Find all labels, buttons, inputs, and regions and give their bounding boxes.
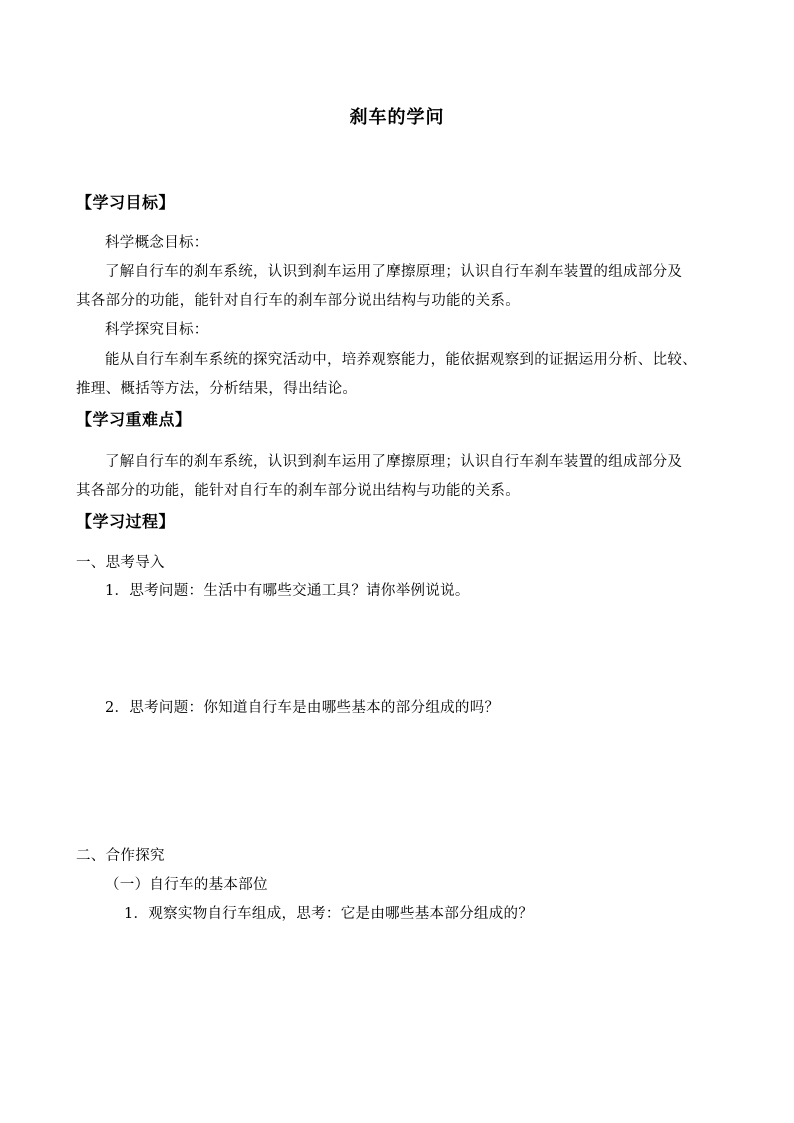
page-title: 刹车的学问 (349, 107, 445, 128)
part1-question-1: 1．思考问题：生活中有哪些交通工具？请你举例说说。 (105, 583, 470, 599)
part2-question-1: 1．观察实物自行车组成，思考：它是由哪些基本部分组成的？ (124, 906, 534, 922)
concept-goal-label: 科学概念目标： (105, 235, 209, 251)
inquiry-goal-text-line2: 推理、概括等方法，分析结果，得出结论。 (76, 381, 358, 397)
section-heading-process: 【学习过程】 (76, 512, 176, 531)
concept-goal-text-line2: 其各部分的功能，能针对自行车的刹车部分说出结构与功能的关系。 (76, 293, 520, 309)
concept-goal-text-line1: 了解自行车的刹车系统，认识到刹车运用了摩擦原理；认识自行车刹车装置的组成部分及 (105, 264, 683, 280)
part2-subsection-title: （一）自行车的基本部位 (105, 877, 268, 893)
section-heading-goals: 【学习目标】 (76, 193, 176, 212)
part2-title: 二、合作探究 (76, 848, 165, 864)
section-heading-key-points: 【学习重难点】 (76, 410, 192, 429)
inquiry-goal-label: 科学探究目标： (105, 322, 209, 338)
key-points-text-line1: 了解自行车的刹车系统，认识到刹车运用了摩擦原理；认识自行车刹车装置的组成部分及 (105, 454, 683, 470)
part1-title: 一、思考导入 (76, 555, 165, 571)
part1-question-2: 2．思考问题：你知道自行车是由哪些基本的部分组成的吗？ (105, 700, 500, 716)
key-points-text-line2: 其各部分的功能，能针对自行车的刹车部分说出结构与功能的关系。 (76, 483, 520, 499)
inquiry-goal-text-line1: 能从自行车刹车系统的探究活动中，培养观察能力，能依据观察到的证据运用分析、比较、 (105, 352, 697, 368)
